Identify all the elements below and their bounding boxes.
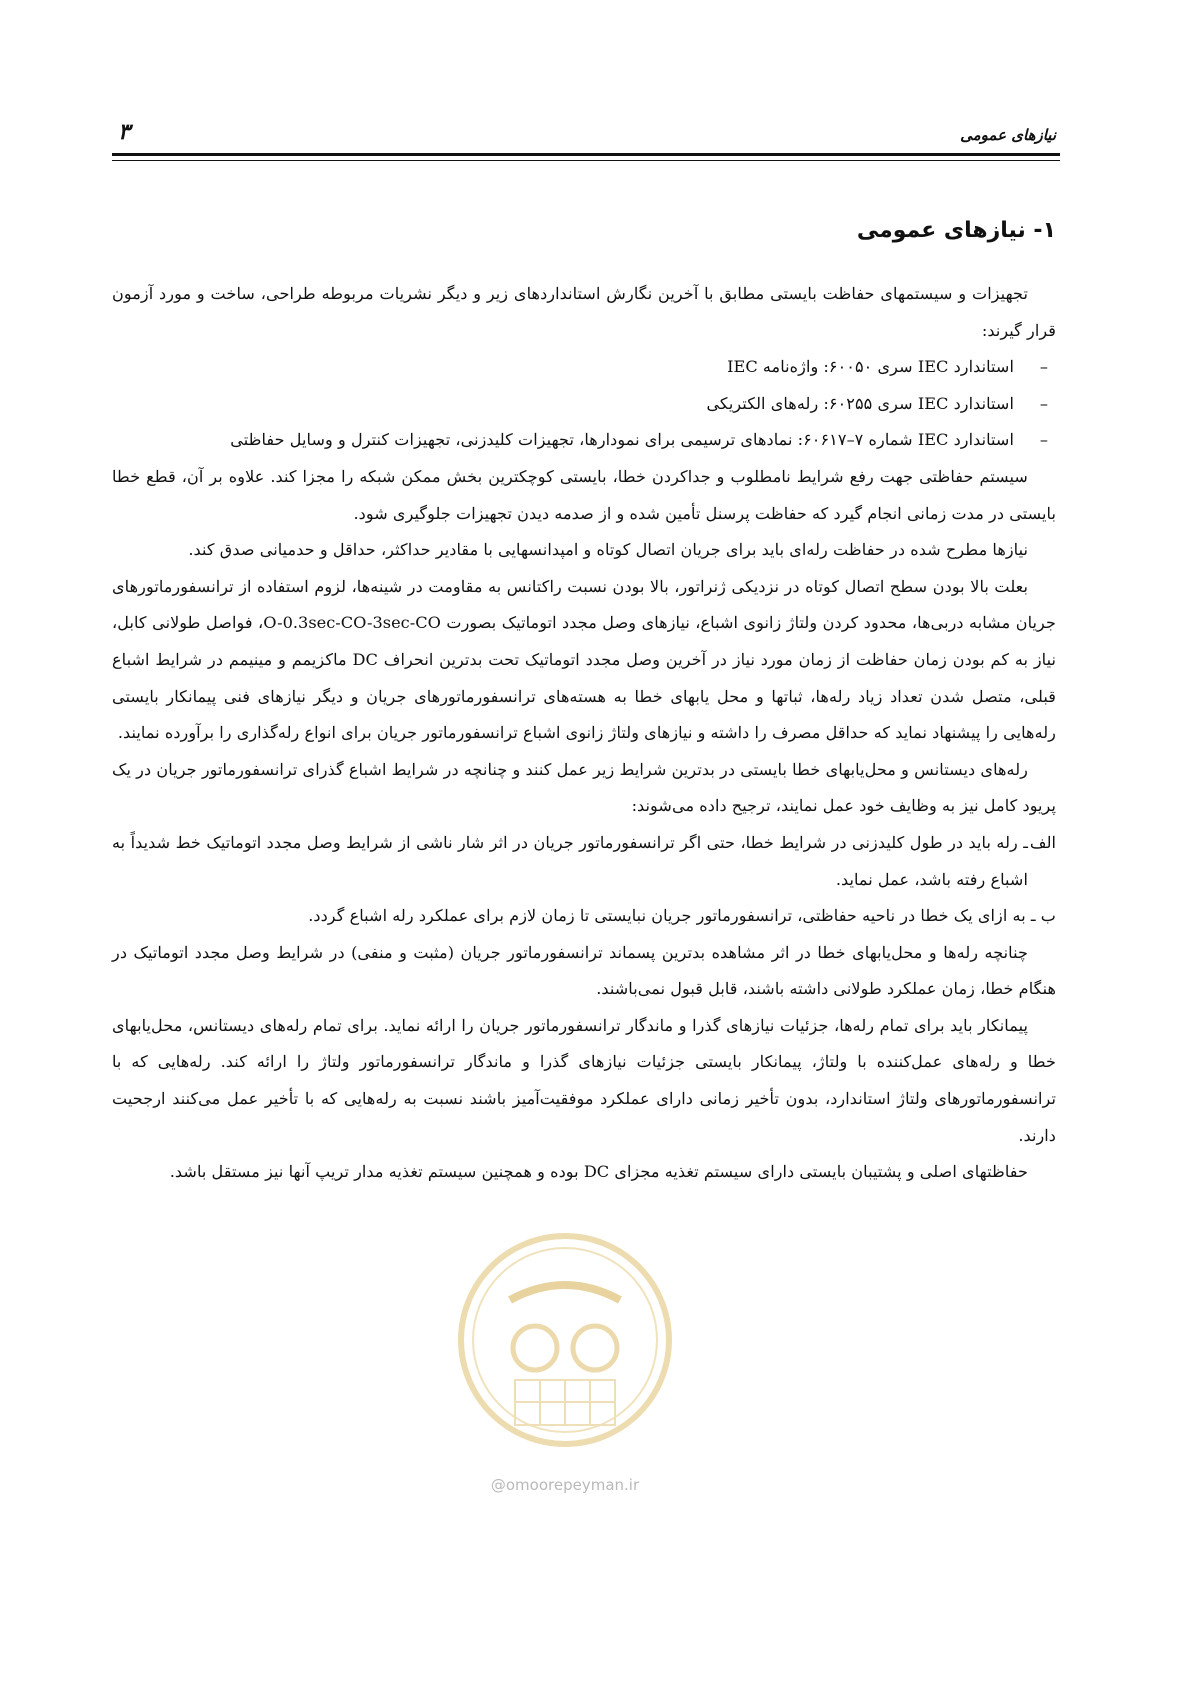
list-bullet: – xyxy=(1039,430,1048,450)
list-item-text: استاندارد IEC سری ۶۰۲۵۵: رله‌های الکتریکی xyxy=(706,393,1014,413)
list-item xyxy=(112,349,1056,386)
list-bullet: – xyxy=(1039,393,1048,413)
list-item-text: استاندارد IEC شماره ۷–۶۰۶۱۷: نمادهای ترسیمی برای نمودارها، تجهیزات کلیدزنی، تجهیزات کنترل و وسایل حفاظتی xyxy=(230,430,1014,450)
paragraph: سیستم حفاظتی جهت رفع شرایط نامطلوب و جداکردن خطا، بایستی کوچکترین بخش ممکن شبکه را مجزا کند. علاوه بر آن، قطع خطا بایستی در مدت زمانی انجام گیرد که حفاظت پرسنل تأمین شده و از صدمه دیدن تجهیزات جلوگیری شود. xyxy=(112,466,1056,523)
condition-item xyxy=(112,898,1056,935)
paragraph: نیازها مطرح شده در حفاظت رله‌ای باید برای جریان اتصال کوتاه و امپدانسهایی با مقادیر حداکثر، حداقل و حدمیانی صدق کند. xyxy=(188,540,1028,560)
watermark-url: @omoorepeyman.ir xyxy=(490,1476,640,1494)
header-rule-thick xyxy=(112,153,1060,156)
paragraph: تجهیزات و سیستمهای حفاظت بایستی مطابق با آخرین نگارش استانداردهای زیر و دیگر نشریات مربوطه طراحی، ساخت و مورد آزمون قرار گیرند: xyxy=(112,284,1056,340)
list-bullet: – xyxy=(1039,357,1048,377)
watermark-seal-icon xyxy=(455,1230,675,1450)
condition-label: ب ـ xyxy=(1030,906,1056,926)
list-item xyxy=(112,386,1056,423)
header-rule-thin xyxy=(112,160,1060,161)
condition-item xyxy=(112,825,1056,898)
condition-text: به ازای یک خطا در ناحیه حفاظتی، ترانسفورماتور جریان نبایستی تا زمان لازم برای عملکرد رله اشباع گردد. xyxy=(308,906,1026,926)
section-heading: ۱- نیازهای عمومی xyxy=(856,218,1056,243)
paragraph: چنانچه رله‌ها و محل‌یابهای خطا در اثر مشاهده بدترین پسماند ترانسفورماتور جریان (مثبت و منفی) در شرایط وصل مجدد اتوماتیک در هنگام خطا، زمان عملکرد طولانی داشته باشند، قابل قبول نمی‌باشند. xyxy=(112,942,1056,999)
page-number: ۳ xyxy=(118,120,130,145)
paragraph: حفاظتهای اصلی و پشتیبان بایستی دارای سیستم تغذیه مجزای DC بوده و همچنین سیستم تغذیه مدار تریپ آنها نیز مستقل باشد. xyxy=(169,1162,1028,1182)
paragraph: بعلت بالا بودن سطح اتصال کوتاه در نزدیکی ژنراتور، بالا بودن نسبت راکتانس به مقاومت در شینه‌ها، لزوم استفاده از ترانسفورماتورهای جریان مشابه دربی‌ها، محدود کردن ولتاژ زانوی اشباع، نیازهای وصل مجدد اتوماتیک بصورت O-0.3sec-CO-3sec-CO، فواصل طولانی کابل، نیاز به کم بودن زمان حفاظت از زمان مورد نیاز در آخرین وصل مجدد اتوماتیک تحت بدترین انحراف DC ماکزیمم و مینیمم در شرایط اشباع قبلی، متصل شدن تعداد زیاد رله‌ها، ثباتها و محل یابهای خطا به هسته‌های ترانسفورماتورهای جریان و دیگر نیازهای فنی پیمانکار بایستی رله‌هایی را پیشنهاد نماید که حداقل مصرف را داشته و نیازهای ولتاژ زانوی اشباع ترانسفورماتور جریان برای انواع رله‌گذاری را برآورده نمایند. xyxy=(112,576,1056,743)
condition-label: الف xyxy=(1029,832,1056,852)
condition-text: ـ رله باید در طول کلیدزنی در شرایط خطا، حتی اگر ترانسفورماتور جریان در اثر شار ناشی از شرایط وصل مجدد اتوماتیک خط شدیداً به اشباع رفته باشد، عمل نماید. xyxy=(112,832,1028,889)
paragraph: رله‌های دیستانس و محل‌یابهای خطا بایستی در بدترین شرایط زیر عمل کنند و چنانچه در شرایط اشباع گذرای ترانسفورماتور جریان در یک پریود کامل نیز به وظایف خود عمل نمایند، ترجیح داده می‌شوند: xyxy=(112,759,1056,816)
list-item-text: استاندارد IEC سری ۶۰۰۵۰: واژه‌نامه IEC xyxy=(727,357,1014,377)
running-header xyxy=(112,120,1056,150)
body-text xyxy=(112,276,1056,1191)
header-title: نیازهای عمومی xyxy=(960,126,1056,144)
list-item xyxy=(112,422,1056,459)
paragraph: پیمانکار باید برای تمام رله‌ها، جزئیات نیازهای گذرا و ماندگار ترانسفورماتور جریان را ارائه نماید. برای تمام رله‌های دیستانس، محل‌یابهای خطا و رله‌های عمل‌کننده با ولتاژ، پیمانکار بایستی جزئیات نیازهای گذرا و ماندگار ترانسفورماتور ولتاژ را ارائه کند. رله‌هایی که با ترانسفورماتورهای ولتاژ استاندارد، بدون تأخیر زمانی دارای عملکرد موفقیت‌آمیز باشند نسبت به رله‌هایی که با تأخیر عمل می‌کنند ارجحیت دارند. xyxy=(112,1015,1056,1145)
